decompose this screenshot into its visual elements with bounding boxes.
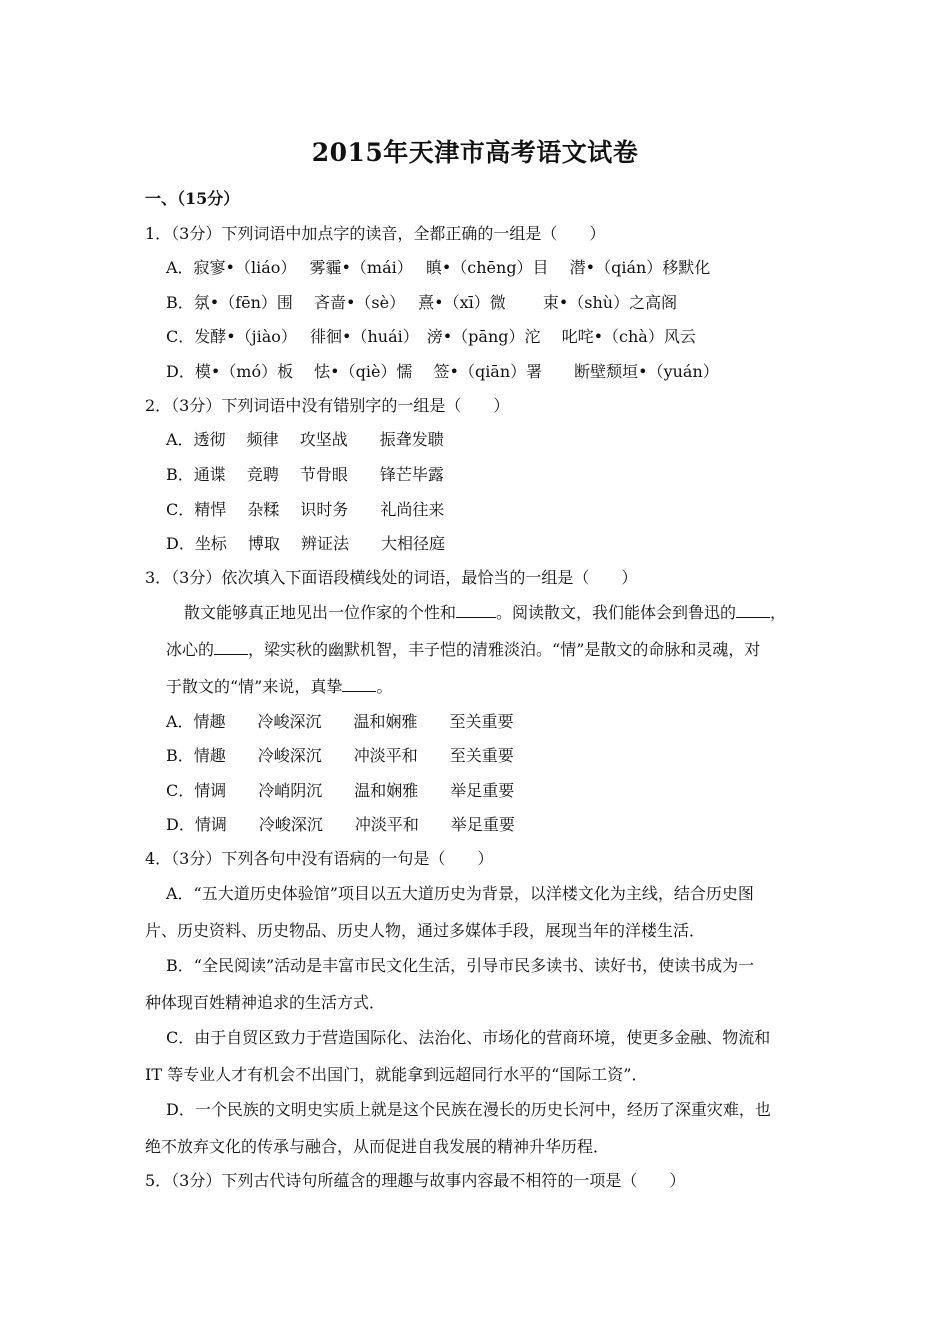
question-1-option-a: A．寂寥•（liáo） 雾霾•（mái） 瞋•（chēng）目 潜•（qián）移默化 xyxy=(166,258,711,277)
passage-text: 于散文的“情”来说，真挚 xyxy=(166,677,343,696)
passage-text: 散文能够真正地见出一位作家的个性和 xyxy=(184,603,457,622)
question-4-option-d-line-2: 绝不放弃文化的传承与融合，从而促进自我发展的精神升华历程． xyxy=(145,1137,610,1156)
fill-blank xyxy=(342,677,376,692)
question-2-option-b: B．通谍 竞聘 节骨眼 锋芒毕露 xyxy=(166,465,444,484)
question-1-option-d: D．模•（mó）板 怯•（qiè）懦 签•（qiān）署 断壁颓垣•（yuán） xyxy=(166,362,719,381)
passage-text: 。阅读散文，我们能体会到鲁迅的 xyxy=(496,603,737,622)
question-1-stem: 1．（3分）下列词语中加点字的读音，全都正确的一组是（ ） xyxy=(145,224,606,243)
question-3-option-b: B．情趣 冷峻深沉 冲淡平和 至关重要 xyxy=(166,746,514,765)
page-title: 2015年天津市高考语文试卷 xyxy=(311,138,639,167)
question-4-option-c-line-1: C．由于自贸区致力于营造国际化、法治化、市场化的营商环境，使更多金融、物流和 xyxy=(166,1028,771,1047)
question-4-option-a-line-2: 片、历史资料、历史物品、历史人物，通过多媒体手段，展现当年的洋楼生活． xyxy=(145,921,706,940)
passage-text: 。 xyxy=(376,677,393,696)
question-2-option-a: A．透彻 频律 攻坚战 振聋发聩 xyxy=(166,430,444,449)
passage-text: ，梁实秋的幽默机智，丰子恺的清雅淡泊。“情”是散文的命脉和灵魂，对 xyxy=(248,640,761,659)
question-2-option-c: C．精悍 杂糅 识时务 礼尚往来 xyxy=(166,500,445,519)
question-2-option-d: D．坐标 博取 辨证法 大相径庭 xyxy=(166,534,446,553)
question-5-stem: 5．（3分）下列古代诗句所蕴含的理趣与故事内容最不相符的一项是（ ） xyxy=(145,1171,686,1190)
question-4-option-d-line-1: D．一个民族的文明史实质上就是这个民族在漫长的历史长河中，经历了深重灾难，也 xyxy=(166,1100,771,1119)
question-4-option-a-line-1: A．“五大道历史体验馆”项目以五大道历史为背景，以洋楼文化为主线，结合历史图 xyxy=(166,884,754,903)
fill-blank xyxy=(736,603,770,618)
question-3-passage-line-3 xyxy=(166,677,392,697)
question-4-option-b-line-1: B．“全民阅读”活动是丰富市民文化生活，引导市民多读书、读好书，使读书成为一 xyxy=(166,956,755,975)
fill-blank xyxy=(214,640,248,655)
question-4-option-c-line-2: IT 等专业人才有机会不出国门，就能拿到远超同行水平的“国际工资”． xyxy=(145,1065,648,1084)
question-3-option-c: C．情调 冷峭阴沉 温和娴雅 举足重要 xyxy=(166,781,515,800)
fill-blank xyxy=(456,603,496,618)
question-4-option-b-line-2: 种体现百姓精神追求的生活方式． xyxy=(145,993,386,1012)
question-1-option-b: B．氛•（fēn）围 吝啬•（sè） 熹•（xī）微 束•（shù）之高阁 xyxy=(166,293,678,312)
question-3-passage-line-1 xyxy=(184,603,786,623)
section-heading: 一、（15分） xyxy=(145,189,240,208)
question-3-passage-line-2 xyxy=(166,640,760,660)
passage-text: ， xyxy=(770,603,787,622)
passage-text: 冰心的 xyxy=(166,640,215,659)
question-4-stem: 4．（3分）下列各句中没有语病的一句是（ ） xyxy=(145,849,494,868)
question-3-stem: 3．（3分）依次填入下面语段横线处的词语，最恰当的一组是（ ） xyxy=(145,568,638,587)
question-2-stem: 2．（3分）下列词语中没有错别字的一组是（ ） xyxy=(145,396,510,415)
question-1-option-c: C．发酵•（jiào） 徘徊•（huái） 滂•（pāng）沱 叱咤•（chà）风云 xyxy=(166,327,696,346)
question-3-option-a: A．情趣 冷峻深沉 温和娴雅 至关重要 xyxy=(166,712,514,731)
question-3-option-d: D．情调 冷峻深沉 冲淡平和 举足重要 xyxy=(166,815,515,834)
